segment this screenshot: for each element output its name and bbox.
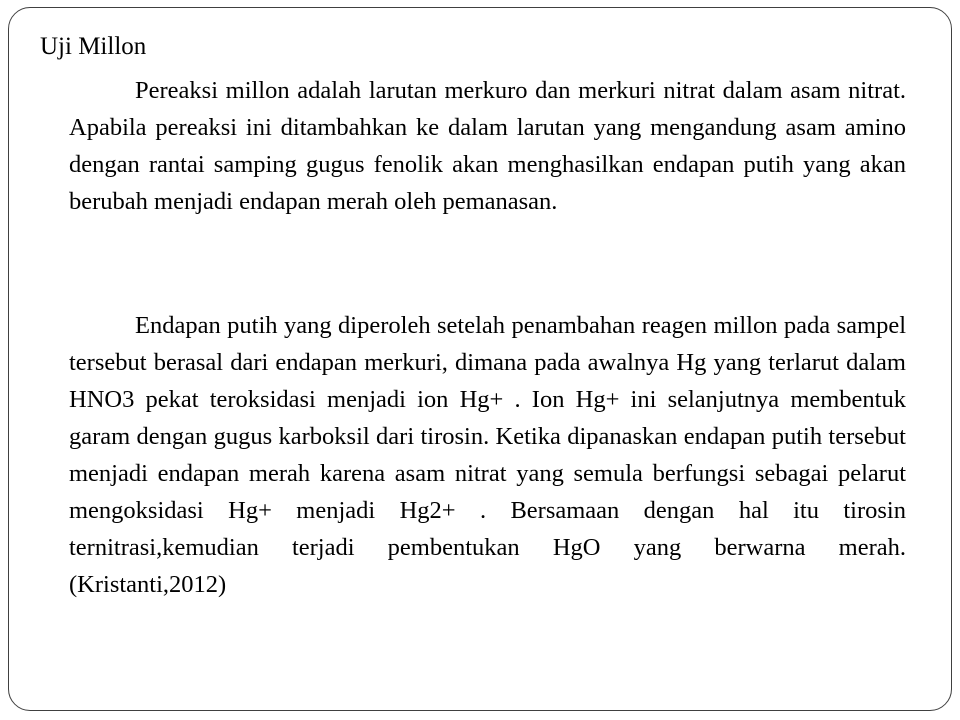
slide-title: Uji Millon (40, 33, 147, 60)
paragraph-millon-reagent: Pereaksi millon adalah larutan merkuro dan merkuri nitrat dalam asam nitrat. Apabila pereaksi ini ditambahkan ke dalam larutan yang mengandung asam amino dengan rantai samping gugus fenolik akan menghasilkan endapan putih yang akan berubah menjadi endapan merah oleh pemanasan. (69, 77, 906, 215)
paragraph-white-precipitate: Endapan putih yang diperoleh setelah penambahan reagen millon pada sampel tersebut berasal dari endapan merkuri, dimana pada awalnya Hg yang terlarut dalam HNO3 pekat teroksidasi menjadi ion Hg+ . Ion Hg+ ini selanjutnya membentuk garam dengan gugus karboksil dari tirosin. Ketika dipanaskan endapan putih tersebut menjadi endapan merah karena asam nitrat yang semula berfungsi sebagai pelarut mengoksidasi Hg+ menjadi Hg2+ . Bersamaan dengan hal itu tirosin ternitrasi,kemudian terjadi pembentukan HgO yang berwarna merah. (Kristanti,2012) (69, 312, 906, 598)
